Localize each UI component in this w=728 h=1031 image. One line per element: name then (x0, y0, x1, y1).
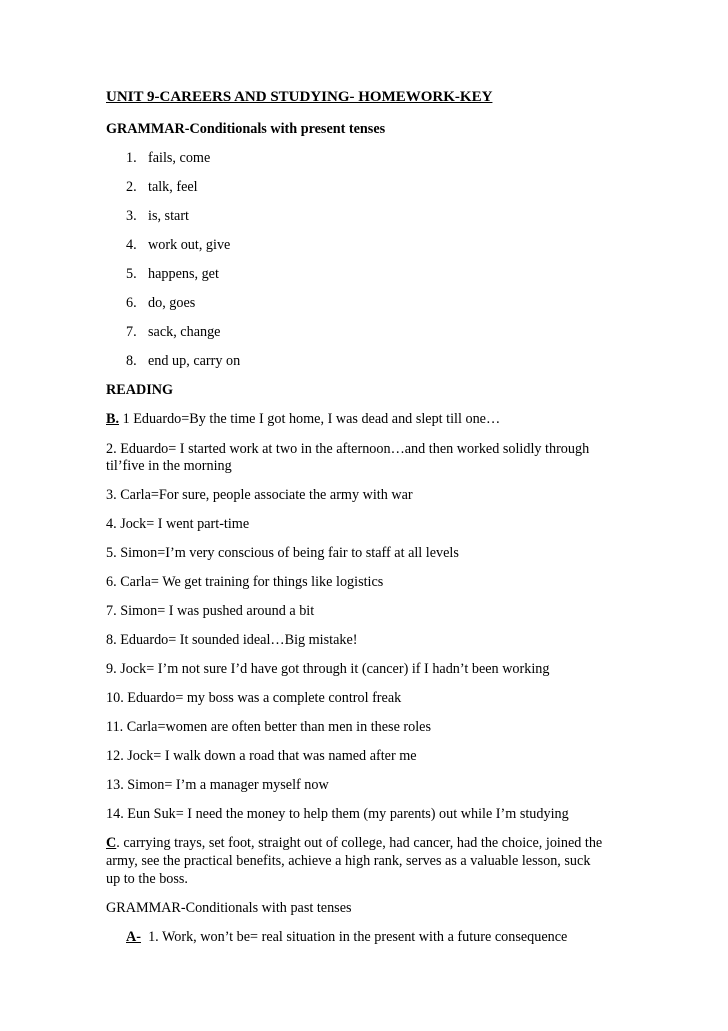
section-c-line: army, see the practical benefits, achieve a high rank, serves as a valuable lesson, suck (106, 853, 591, 869)
list-text: end up, carry on (148, 353, 241, 369)
grammar-past-text: 1. Work, won’t be= real situation in the present with a future consequence (148, 929, 568, 945)
reading-line: 7. Simon= I was pushed around a bit (106, 603, 315, 619)
list-text: do, goes (148, 295, 196, 311)
reading-line: 5. Simon=I’m very conscious of being fair to staff at all levels (106, 545, 459, 561)
list-number: 4. (126, 237, 137, 253)
section-c-line: up to the boss. (106, 871, 188, 887)
list-item (126, 179, 198, 195)
grammar-past-item (126, 929, 567, 945)
reading-line: 3. Carla=For sure, people associate the army with war (106, 487, 413, 503)
list-text: fails, come (148, 150, 211, 166)
list-text: talk, feel (148, 179, 198, 195)
reading-line: 2. Eduardo= I started work at two in the afternoon…and then worked solidly through (106, 441, 590, 457)
reading-line: 4. Jock= I went part-time (106, 516, 250, 532)
list-number: 2. (126, 179, 137, 195)
reading-heading: READING (106, 382, 174, 398)
list-number: 7. (126, 324, 137, 340)
grammar-present-heading: GRAMMAR-Conditionals with present tenses (106, 121, 386, 137)
reading-line: 11. Carla=women are often better than men in these roles (106, 719, 432, 735)
list-number: 6. (126, 295, 137, 311)
list-item (126, 237, 230, 253)
list-text: sack, change (148, 324, 221, 340)
list-item (126, 324, 220, 340)
reading-line: 8. Eduardo= It sounded ideal…Big mistake! (106, 632, 358, 648)
reading-line: 13. Simon= I’m a manager myself now (106, 777, 329, 793)
list-item (126, 266, 219, 282)
reading-line: 10. Eduardo= my boss was a complete control freak (106, 690, 402, 706)
list-number: 1. (126, 150, 137, 166)
reading-b-label: B. (106, 411, 120, 427)
list-number: 3. (126, 208, 137, 224)
list-item (126, 150, 210, 166)
list-text: happens, get (148, 266, 219, 282)
reading-b-first: 1 Eduardo=By the time I got home, I was dead and slept till one… (119, 411, 501, 427)
reading-line: 14. Eun Suk= I need the money to help them (my parents) out while I’m studying (106, 806, 569, 822)
reading-line: 12. Jock= I walk down a road that was named after me (106, 748, 417, 764)
list-text: work out, give (148, 237, 231, 253)
reading-line: 9. Jock= I’m not sure I’d have got through it (cancer) if I hadn’t been working (106, 661, 550, 677)
section-c-line (106, 835, 602, 851)
list-number: 5. (126, 266, 137, 282)
reading-line: 6. Carla= We get training for things like logistics (106, 574, 384, 590)
grammar-past-heading: GRAMMAR-Conditionals with past tenses (106, 900, 352, 916)
list-item (126, 353, 240, 369)
list-item (126, 208, 189, 224)
section-c-label: C (106, 835, 117, 851)
grammar-past-label: A- (126, 929, 141, 945)
list-number: 8. (126, 353, 137, 369)
section-c-text: . carrying trays, set foot, straight out of college, had cancer, had the choice, joined the (116, 835, 603, 851)
reading-b-line (106, 411, 500, 427)
document-title: UNIT 9-CAREERS AND STUDYING- HOMEWORK-KEY (106, 89, 493, 105)
list-item (126, 295, 195, 311)
reading-line: til’five in the morning (106, 458, 232, 474)
list-text: is, start (148, 208, 189, 224)
